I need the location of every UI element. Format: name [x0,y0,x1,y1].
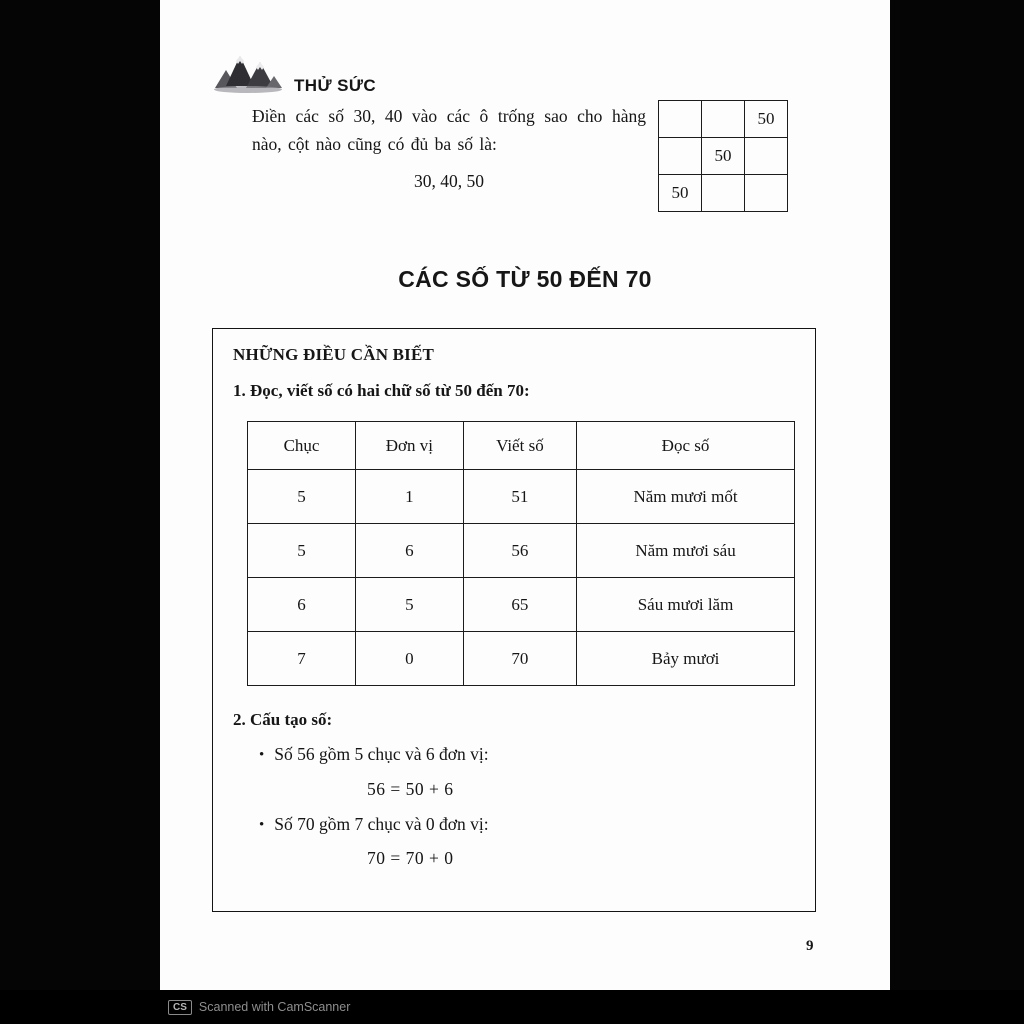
column-header: Đơn vị [356,422,464,470]
camscanner-logo-icon: CS [168,1000,192,1015]
table-cell: 65 [463,578,576,632]
table-cell: 1 [356,470,464,524]
table-cell: Bảy mươi [577,632,795,686]
mountains-logo-icon [212,48,284,99]
grid-cell [702,101,745,138]
document-page [160,0,890,1024]
table-cell: 7 [248,632,356,686]
bullet-item [259,744,795,767]
grid-cell [659,101,702,138]
numbers-table [247,421,795,686]
table-cell: 70 [463,632,576,686]
camscanner-watermark: Scanned with CamScanner [198,1000,351,1014]
table-row [248,578,795,632]
table-cell: 5 [356,578,464,632]
table-cell: Năm mươi mốt [577,470,795,524]
grid-cell: 50 [702,138,745,175]
exercise-instruction: Điền các số 30, 40 vào các ô trống sao cho hàng nào, cột nào cũng có đủ ba số là: [252,106,646,155]
table-cell: 51 [463,470,576,524]
exercise-numbers: 30, 40, 50 [414,170,484,191]
grid-row [659,175,788,212]
section-title: CÁC SỐ TỪ 50 ĐẾN 70 [398,266,652,292]
grid-cell [745,175,788,212]
grid-row [659,101,788,138]
item2-title: 2. Cấu tạo số: [233,710,333,729]
bullet-text: Số 56 gồm 5 chục và 6 đơn vị: [274,744,489,764]
box-heading: NHỮNG ĐIỀU CẦN BIẾT [233,345,435,364]
grid-row [659,138,788,175]
grid-cell [702,175,745,212]
column-header: Đọc số [577,422,795,470]
table-cell: 5 [248,524,356,578]
grid-cell: 50 [659,175,702,212]
thu-suc-header [212,48,376,99]
bullet-marker-icon: • [259,816,265,833]
grid-cell: 50 [745,101,788,138]
table-row [248,470,795,524]
thu-suc-heading: THỬ SỨC [294,76,377,95]
number-grid [658,100,788,212]
table-cell: Sáu mươi lăm [577,578,795,632]
table-cell: 6 [248,578,356,632]
bullet-marker-icon: • [259,747,265,763]
grid-cell [659,138,702,175]
table-cell: 6 [356,524,464,578]
equation-line: 56 = 50 + 6 [367,778,454,799]
page-number: 9 [806,938,814,954]
item1-title: 1. Đọc, viết số có hai chữ số từ 50 đến 70: [233,381,530,400]
table-cell: 5 [248,470,356,524]
exercise-block [252,102,646,192]
grid-cell [745,138,788,175]
table-cell: 56 [463,524,576,578]
camscanner-footer-bar [0,990,1024,1024]
need-to-know-box [212,328,816,912]
table-row [248,632,795,686]
table-row [248,524,795,578]
bullet-text: Số 70 gồm 7 chục và 0 đơn vị: [274,813,489,834]
column-header: Chục [248,422,356,470]
column-header: Viết số [463,422,576,470]
table-cell: Năm mươi sáu [577,524,795,578]
table-cell: 0 [356,632,464,686]
table-header-row [248,422,795,470]
equation-line: 70 = 70 + 0 [367,848,454,868]
bullet-item [259,814,795,837]
